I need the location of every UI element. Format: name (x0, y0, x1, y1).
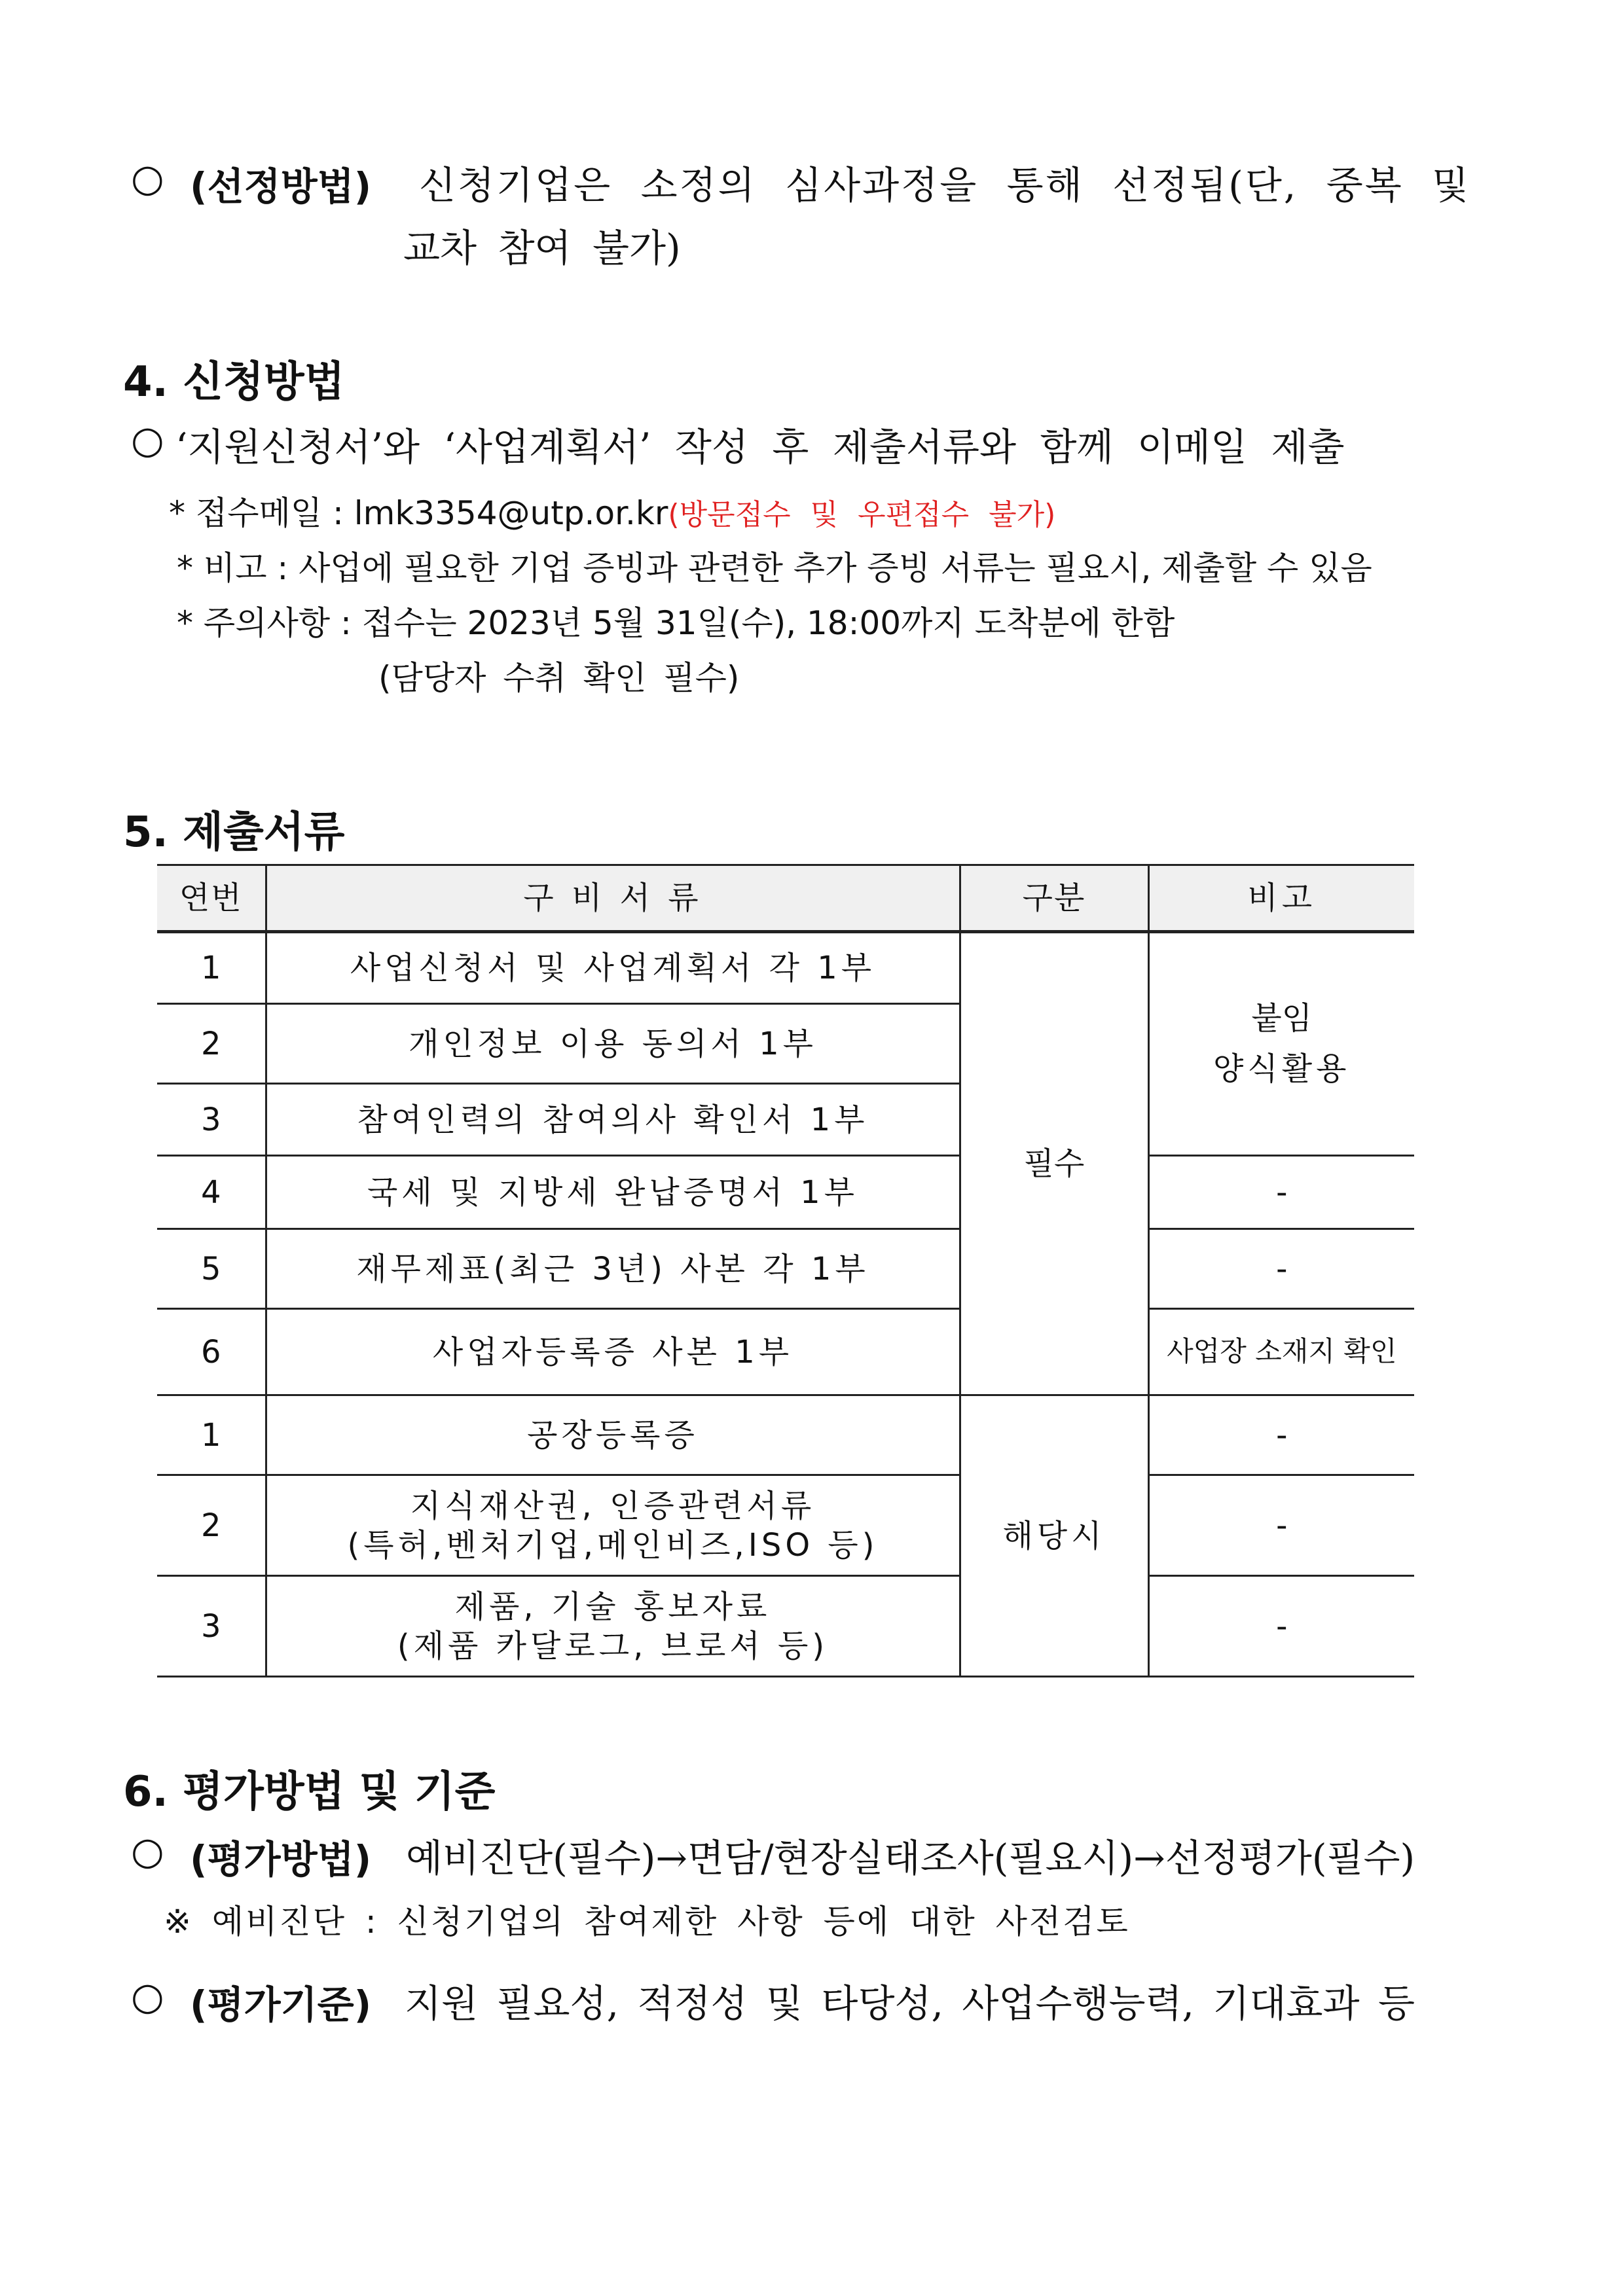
optional-category: 해당시 (960, 1395, 1148, 1677)
header-remarks: 비고 (1148, 865, 1414, 932)
header-category: 구분 (960, 865, 1148, 932)
row-document-line2: (특허,벤처기업,메인비즈,ISO 등) (347, 1526, 879, 1564)
table-row (157, 1156, 1414, 1229)
table-row (157, 1229, 1414, 1309)
table-row (157, 1475, 1414, 1576)
row-document-line1: 지식재산권, 인증관련서류 (410, 1487, 816, 1524)
table-row (157, 1395, 1414, 1475)
row-no: 2 (157, 1004, 266, 1084)
row-no: 3 (157, 1084, 266, 1156)
row-document-line2: (제품 카달로그, 브로셔 등) (397, 1627, 829, 1664)
row-no: 4 (157, 1156, 266, 1229)
caution-text-line2: (담당자 수취 확인 필수) (378, 659, 740, 697)
selection-text-line1: 신청기업은 소정의 심사과정을 통해 선정됨(단, 중복 및 (419, 163, 1471, 207)
row-document: 참여인력의 참여의사 확인서 1부 (266, 1084, 960, 1156)
row-no: 1 (157, 1395, 266, 1475)
criteria-bullet: ○ (131, 1974, 164, 2018)
row-document-line1: 제품, 기술 홍보자료 (454, 1588, 771, 1625)
email-label (169, 487, 1055, 534)
caution-text: * 주의사항 : 접수는 2023년 5월 31일(수), 18:00까지 도착분에 한함 (177, 604, 1175, 642)
header-documents: 구 비 서 류 (266, 865, 960, 932)
row-document: 국세 및 지방세 완납증명서 1부 (266, 1156, 960, 1229)
row-document (266, 1475, 960, 1576)
selection-text-line2: 교차 참여 불가) (403, 226, 681, 270)
section4-title: 4. 신청방법 (123, 358, 345, 406)
criteria-label: (평가기준) (190, 1982, 372, 2027)
row-remark: - (1148, 1156, 1414, 1229)
email-address-text: * 접수메일 : lmk3354@utp.or.kr (169, 494, 668, 532)
pre-diagnosis-note: ※ 예비진단 : 신청기업의 참여제한 사항 등에 대한 사전검토 (164, 1903, 1130, 1941)
table-header-row (157, 865, 1414, 932)
selection-bullet: ○ (131, 156, 164, 200)
required-category: 필수 (960, 932, 1148, 1395)
method-bullet: ○ (131, 1829, 164, 1873)
row-no: 2 (157, 1475, 266, 1576)
row-remark: - (1148, 1395, 1414, 1475)
row-no: 1 (157, 932, 266, 1004)
row-document: 공장등록증 (266, 1395, 960, 1475)
row-no: 3 (157, 1576, 266, 1677)
row-document: 사업신청서 및 사업계획서 각 1부 (266, 932, 960, 1004)
section4-bullet: ○ (131, 418, 164, 462)
section4-main-text: ‘지원신청서’와 ‘사업계획서’ 작성 후 제출서류와 함께 이메일 제출 (175, 425, 1345, 469)
row-remark: - (1148, 1229, 1414, 1309)
table-row (157, 1576, 1414, 1677)
row-document: 재무제표(최근 3년) 사본 각 1부 (266, 1229, 960, 1309)
row-no: 5 (157, 1229, 266, 1309)
documents-table (157, 864, 1414, 1677)
email-note: (방문접수 및 우편접수 불가) (668, 498, 1056, 531)
method-label: (평가방법) (190, 1837, 372, 1882)
row-no: 6 (157, 1309, 266, 1395)
form-note-line1: 붙임 (1251, 1000, 1313, 1037)
row-document (266, 1576, 960, 1677)
form-note (1148, 932, 1414, 1156)
row-remark: - (1148, 1475, 1414, 1576)
table-row (157, 932, 1414, 1004)
row-remark: 사업장 소재지 확인 (1148, 1309, 1414, 1395)
row-remark: - (1148, 1576, 1414, 1677)
remark-text: * 비고 : 사업에 필요한 기업 증빙과 관련한 추가 증빙 서류는 필요시, 제출할 수 있음 (177, 549, 1372, 587)
method-text: 예비진단(필수)→면담/현장실태조사(필요시)→선정평가(필수) (406, 1836, 1415, 1880)
section5-title: 5. 제출서류 (123, 808, 345, 857)
criteria-text: 지원 필요성, 적정성 및 타당성, 사업수행능력, 기대효과 등 (405, 1981, 1415, 2026)
header-no: 연번 (157, 865, 266, 932)
row-document: 개인정보 이용 동의서 1부 (266, 1004, 960, 1084)
form-note-line2: 양식활용 (1213, 1050, 1351, 1087)
selection-label: (선정방법) (190, 164, 372, 209)
row-document: 사업자등록증 사본 1부 (266, 1309, 960, 1395)
table-row (157, 1309, 1414, 1395)
section6-title: 6. 평가방법 및 기준 (123, 1768, 496, 1816)
